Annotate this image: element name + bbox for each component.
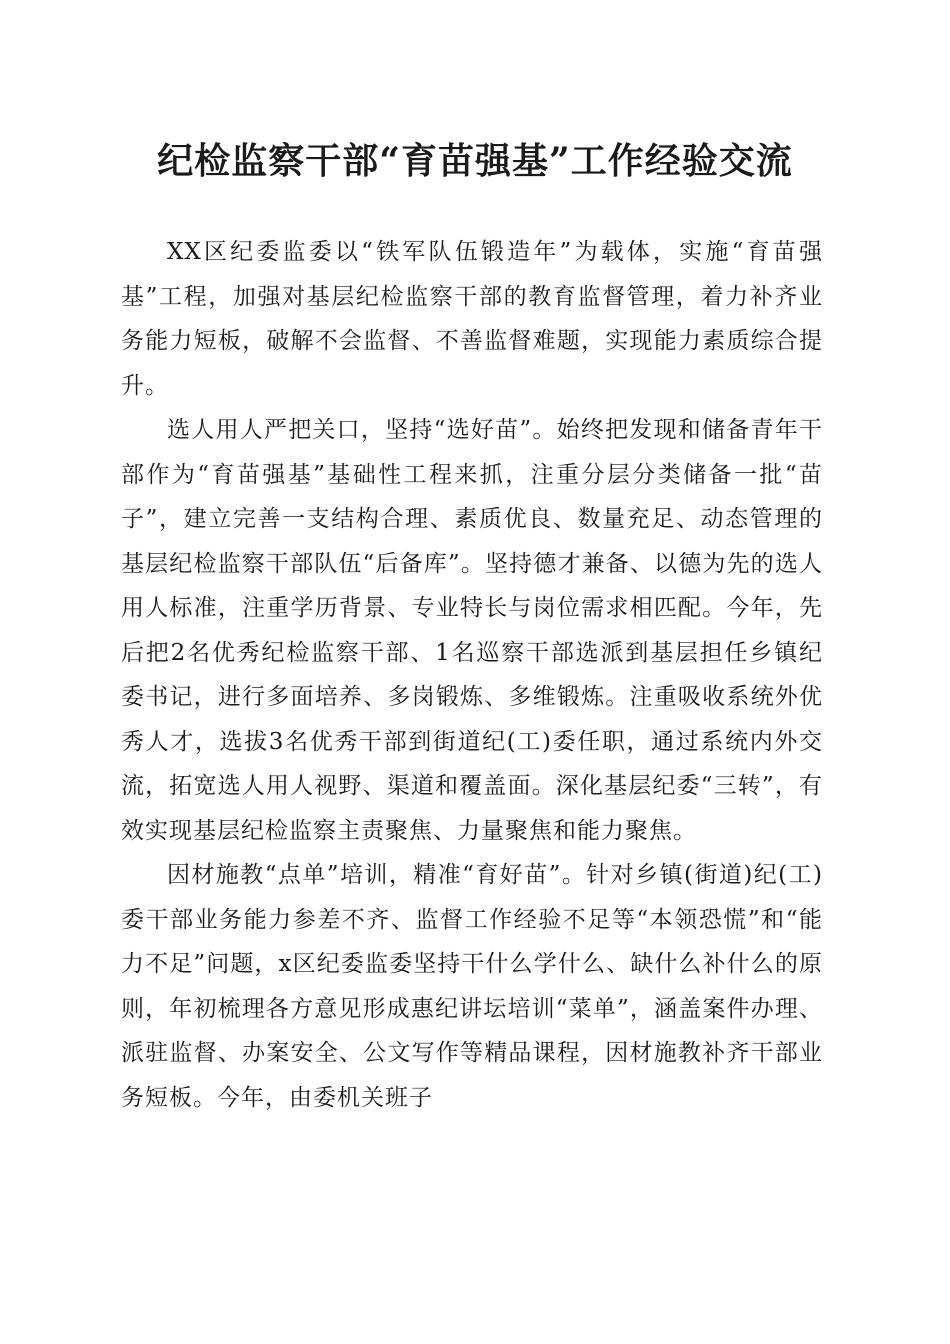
document-title: 纪检监察干部“育苗强基”工作经验交流 bbox=[157, 140, 793, 182]
paragraph-training: 因材施教“点单”培训，精准“育好苗”。针对乡镇(街道)纪(工)委干部业务能力参差不齐、监督工作经验不足等“本领恐慌”和“能力不足”问题，x区纪委监委坚持干什么学什么、缺什么补什么的原则，年初梳理各方意见形成惠纪讲坛培训“菜单”，涵盖案件办理、派驻监督、办案安全、公文写作等精品课程，因材施教补齐干部业务短板。今年，由委机关班子 bbox=[121, 862, 823, 1111]
paragraph-select-talent: 选人用人严把关口，坚持“选好苗”。始终把发现和储备青年干部作为“育苗强基”基础性工程来抓，注重分层分类储备一批“苗子”，建立完善一支结构合理、素质优良、数量充足、动态管理的基层纪检监察干部队伍“后备库”。坚持德才兼备、以德为先的选人用人标准，注重学历背景、专业特长与岗位需求相匹配。今年，先后把2名优秀纪检监察干部、1名巡察干部选派到基层担任乡镇纪委书记，进行多面培养、多岗锻炼、多维锻炼。注重吸收系统外优秀人才，选拔3名优秀干部到街道纪(工)委任职，通过系统内外交流，拓宽选人用人视野、渠道和覆盖面。深化基层纪委“三转”，有效实现基层纪检监察主责聚焦、力量聚焦和能力聚焦。 bbox=[121, 417, 823, 844]
document-body bbox=[121, 230, 823, 1120]
paragraph-intro: XX区纪委监委以“铁军队伍锻造年”为载体，实施“育苗强基”工程，加强对基层纪检监察干部的教育监督管理，着力补齐业务能力短板，破解不会监督、不善监督难题，实现能力素质综合提升。 bbox=[121, 239, 823, 399]
